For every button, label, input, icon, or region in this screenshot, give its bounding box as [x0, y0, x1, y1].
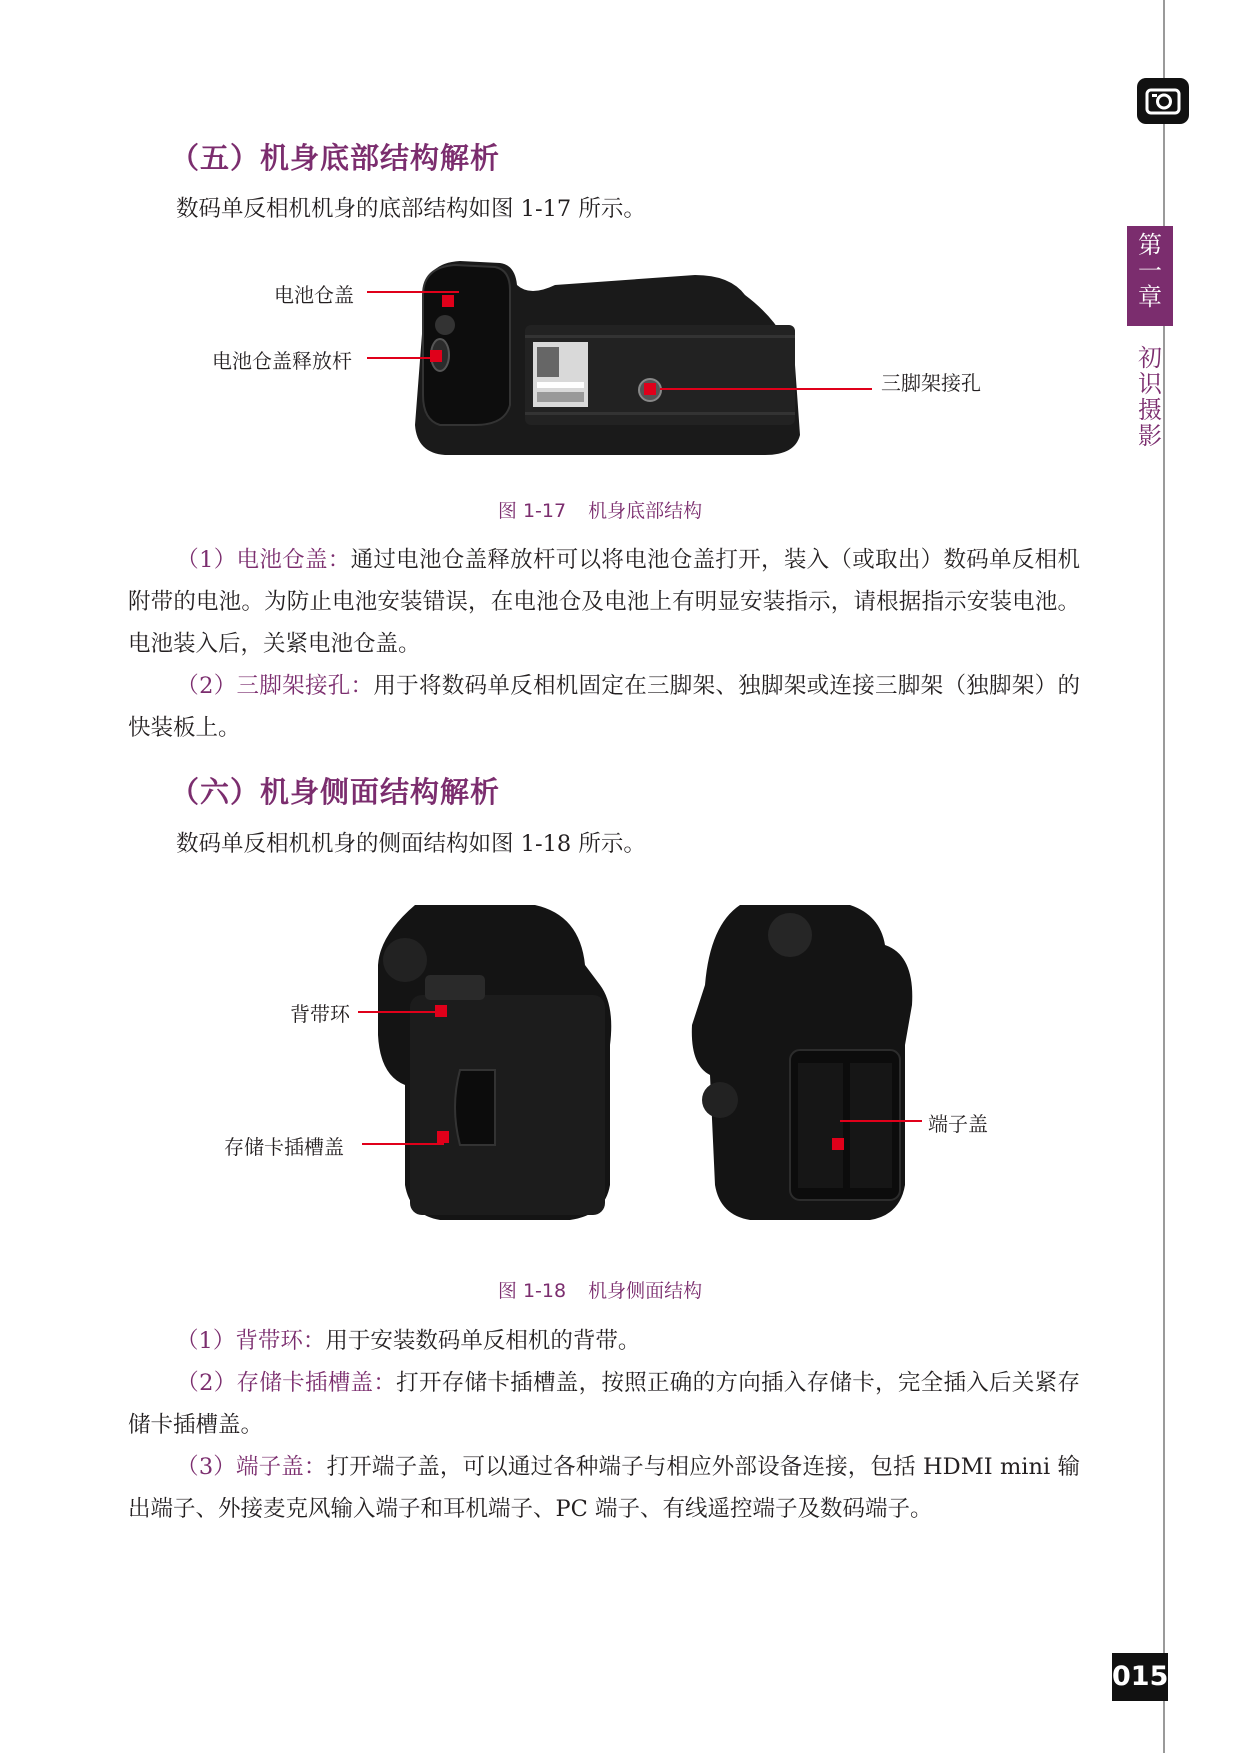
intro-text: 数码单反相机机身的底部结构如图 1-17 所示。: [176, 196, 646, 222]
chapter-label-char: 章: [1138, 283, 1162, 311]
item-text: 通过电池仓盖释放杆可以将电池仓盖打开，装入（或取出）数码单反相机附带的电池。为防止电池安装错误，在电池仓及电池上有明显安装指示，请根据指示安装电池。电池装入后，关紧电池仓盖。: [128, 547, 1080, 657]
item-text: 用于安装数码单反相机的背带。: [325, 1328, 641, 1354]
section-intro-side: [128, 823, 1080, 865]
chapter-title-char: 摄: [1138, 396, 1162, 424]
item-term: 背带环：: [235, 1328, 326, 1354]
item-term: 三脚架接孔：: [236, 673, 374, 699]
caption-title: 机身底部结构: [588, 500, 703, 522]
item-text: 打开端子盖，可以通过各种端子与相应外部设备连接，包括 HDMI mini 输出端子、外接麦克风输入端子和耳机端子、PC 端子、有线遥控端子及数码端子。: [128, 1454, 1080, 1522]
chapter-tab: [1127, 226, 1173, 326]
callout-battery-cover: 电池仓盖: [274, 283, 354, 307]
callout-card-slot-cover: 存储卡插槽盖: [224, 1135, 344, 1159]
caption-number: 图 1-17: [497, 500, 567, 522]
camera-right-side-image: [680, 895, 920, 1230]
callout-tripod-socket: 三脚架接孔: [881, 371, 981, 395]
item-text: 打开存储卡插槽盖，按照正确的方向插入存储卡，完全插入后关紧存储卡插槽盖。: [128, 1370, 1080, 1438]
callout-line: [358, 1011, 443, 1013]
item-term: 存储卡插槽盖：: [236, 1370, 397, 1396]
item-number: （2）: [176, 1370, 237, 1396]
callout-line: [362, 1143, 444, 1145]
item-number: （3）: [176, 1454, 236, 1480]
intro-text: 数码单反相机机身的侧面结构如图 1-18 所示。: [176, 831, 646, 857]
item-term: 端子盖：: [235, 1454, 327, 1480]
chapter-title-char: 初: [1138, 344, 1162, 372]
item-text: 用于将数码单反相机固定在三脚架、独脚架或连接三脚架（独脚架）的快装板上。: [128, 673, 1080, 741]
item-number: （1）: [176, 1328, 236, 1354]
callout-marker: [437, 1131, 449, 1143]
callout-terminal-cover: 端子盖: [928, 1112, 988, 1136]
item-terminal-cover: [128, 1446, 1080, 1530]
figure-caption: [0, 1276, 1200, 1303]
section-heading-bottom: （五）机身底部结构解析: [170, 141, 501, 175]
item-battery-cover: [128, 539, 1080, 665]
callout-marker: [832, 1138, 844, 1150]
item-number: （2）: [176, 673, 237, 699]
item-card-slot-cover: [128, 1362, 1080, 1446]
section-intro-bottom: [128, 188, 1080, 230]
callout-strap-mount: 背带环: [290, 1002, 350, 1026]
callout-battery-cover-release: 电池仓盖释放杆: [212, 349, 352, 373]
caption-title: 机身侧面结构: [588, 1280, 703, 1302]
callout-line: [367, 291, 459, 293]
page-number: 015: [1112, 1653, 1168, 1701]
figure-caption: [0, 496, 1200, 523]
chapter-title-char: 识: [1138, 370, 1162, 398]
callout-marker: [442, 295, 454, 307]
item-strap-mount: [128, 1320, 1080, 1362]
chapter-label-char: 一: [1138, 257, 1162, 285]
callout-marker: [435, 1005, 447, 1017]
item-term: 电池仓盖：: [236, 547, 351, 573]
chapter-label-char: 第: [1138, 231, 1162, 259]
callout-line: [840, 1120, 922, 1122]
chapter-title: [1130, 345, 1170, 449]
callout-line: [660, 388, 872, 390]
item-tripod-socket: [128, 665, 1080, 749]
chapter-title-char: 影: [1138, 422, 1162, 450]
callout-line: [367, 357, 437, 359]
item-number: （1）: [176, 547, 237, 573]
caption-number: 图 1-18: [497, 1280, 567, 1302]
section-heading-side: （六）机身侧面结构解析: [170, 775, 501, 809]
callout-marker: [644, 383, 656, 395]
callout-marker: [430, 350, 442, 362]
camera-bottom-image: [405, 255, 825, 465]
camera-icon: [1137, 78, 1189, 124]
camera-left-side-image: [370, 895, 620, 1230]
